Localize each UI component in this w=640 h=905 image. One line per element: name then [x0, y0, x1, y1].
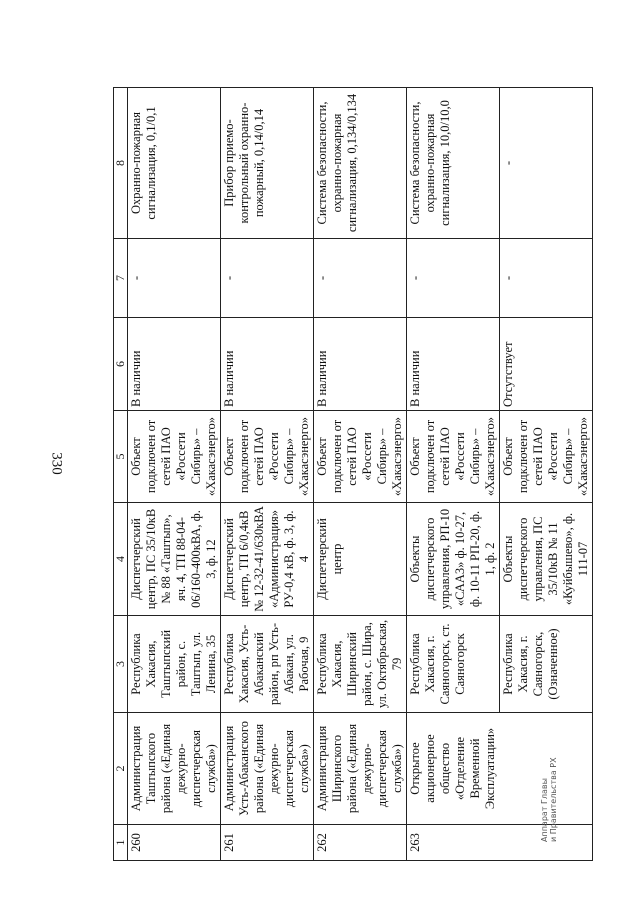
column-header: 5 [114, 411, 128, 503]
rotated-page-content [113, 88, 613, 861]
column-header: 4 [114, 503, 128, 616]
address-cell: Республика Хакасия, Таштыпский район, с. Таштып, ул. Ленина, 35 [128, 616, 221, 713]
object-cell: Объекты диспетчерского управления, РП-10 «САА3» ф. 10-27, ф. 10-11 РП-20, ф. 1, ф. 2 [407, 503, 500, 616]
security-system-cell: Прибор приемо-контрольный охранно-пожарный, 0,14/0,14 [221, 88, 314, 239]
status-cell: В наличии [407, 318, 500, 411]
column-header: 3 [114, 616, 128, 713]
address-cell: Республика Хакасия, г. Саяногорск, (Означенное) [500, 616, 593, 713]
security-system-cell: Охранно-пожарная сигнализация, 0,1/0,1 [128, 88, 221, 239]
footer-note-line: Аппарат Главы [540, 778, 549, 842]
row-number: 260 [128, 825, 221, 861]
table-row [314, 88, 407, 861]
column-header: 7 [114, 239, 128, 318]
object-cell: Объекты диспетчерского управления, ПС 35/10кВ № 11 «Куйбышево», ф. 111-07 [500, 503, 593, 616]
table-row [128, 88, 221, 861]
security-system-cell: - [500, 88, 593, 239]
status-cell: Отсутствует [500, 318, 593, 411]
table-row [221, 88, 314, 861]
page-number: 330 [48, 452, 65, 475]
power-source-cell: Объект подключен от сетей ПАО «Россети Сибирь» – «Хакасэнерго» [221, 411, 314, 503]
row-number: 263 [407, 825, 593, 861]
footer-note [540, 757, 558, 842]
column-header: 2 [114, 713, 128, 825]
table-row [407, 88, 500, 861]
column-header: 1 [114, 825, 128, 861]
object-cell: Диспетчерский центр, ПС 35/10кВ № 88 «Таштып», яч. 4, ТП 88-04-06/160-400кВА, ф. 3, ф. 12 [128, 503, 221, 616]
power-source-cell: Объект подключен от сетей ПАО «Россети Сибирь» – «Хакасэнерго» [314, 411, 407, 503]
column-header: 6 [114, 318, 128, 411]
address-cell: Республика Хакасия, Ширинский район, с. Шира, ул. Октябрьская, 79 [314, 616, 407, 713]
column-7-cell: - [221, 239, 314, 318]
object-cell: Диспетчерский центр, ТП 6/0,4кВ № 12-32-41/630кВА «Администрация» РУ-0,4 кВ, ф. 3, ф. 4 [221, 503, 314, 616]
power-source-cell: Объект подключен от сетей ПАО «Россети Сибирь» – «Хакасэнерго» [407, 411, 500, 503]
status-cell: В наличии [221, 318, 314, 411]
address-cell: Республика Хакасия, г. Саяногорск, ст. Саяногорск [407, 616, 500, 713]
column-7-cell: - [407, 239, 500, 318]
organization-cell: Администрация Усть-Абаканского района («Единая дежурно-диспетчерская служба») [221, 713, 314, 825]
power-source-cell: Объект подключен от сетей ПАО «Россети Сибирь» – «Хакасэнерго» [500, 411, 593, 503]
organization-cell: Администрация Таштыпского района («Единая дежурно-диспетчерская служба») [128, 713, 221, 825]
column-7-cell: - [314, 239, 407, 318]
row-number: 262 [314, 825, 407, 861]
status-cell: В наличии [128, 318, 221, 411]
organization-cell: Открытое акционерное общество «Отделение Временной Эксплуатации» [407, 713, 593, 825]
facilities-table [113, 87, 593, 861]
status-cell: В наличии [314, 318, 407, 411]
object-cell: Диспетчерский центр [314, 503, 407, 616]
organization-cell: Администрация Ширинского района («Единая дежурно-диспетчерская служба») [314, 713, 407, 825]
column-7-cell: - [128, 239, 221, 318]
power-source-cell: Объект подключен от сетей ПАО «Россети Сибирь» – «Хакасэнерго» [128, 411, 221, 503]
address-cell: Республика Хакасия, Усть-Абаканский район, рп Усть-Абакан, ул. Рабочая, 9 [221, 616, 314, 713]
row-number: 261 [221, 825, 314, 861]
security-system-cell: Система безопасности, охранно-пожарная сигнализация, 10,0/10,0 [407, 88, 500, 239]
column-7-cell: - [500, 239, 593, 318]
column-number-row [114, 88, 128, 861]
footer-note-line: и Правительства РХ [549, 757, 558, 842]
column-header: 8 [114, 88, 128, 239]
security-system-cell: Система безопасности, охранно-пожарная сигнализация, 0,134/0,134 [314, 88, 407, 239]
